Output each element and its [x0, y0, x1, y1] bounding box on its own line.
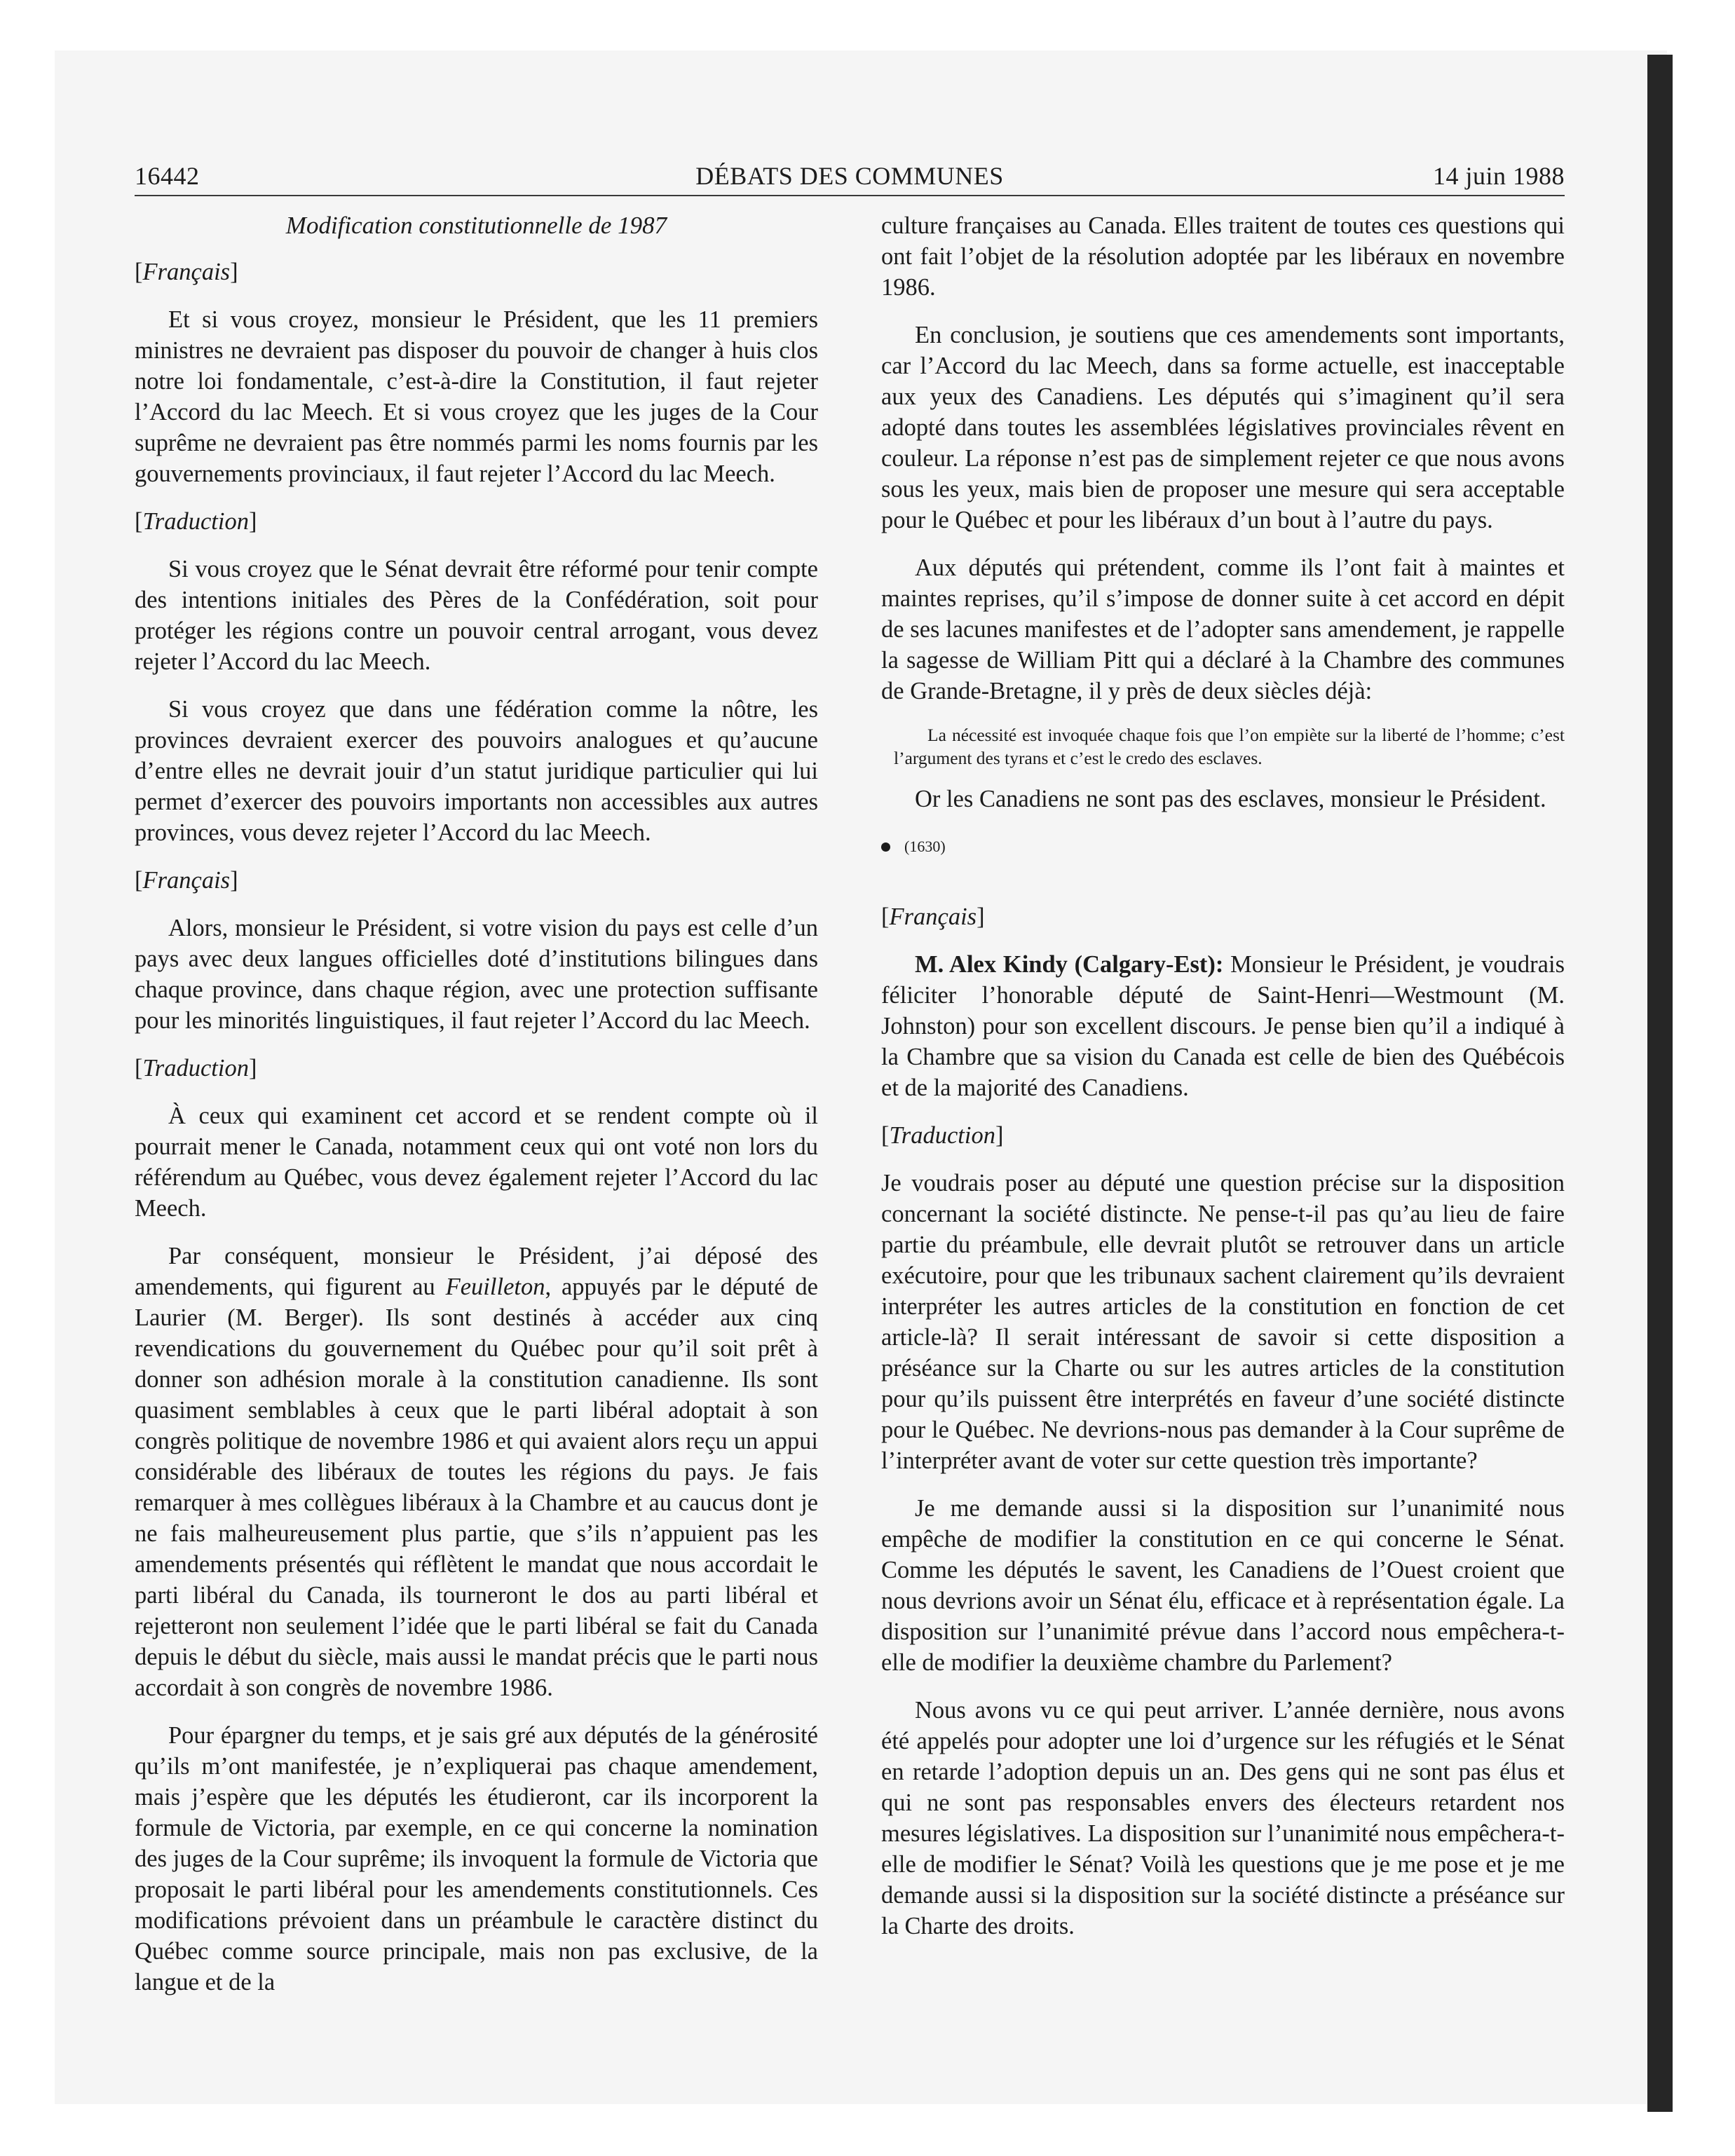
page-header [135, 161, 1565, 203]
page-number: 16442 [135, 162, 200, 190]
paragraph: Or les Canadiens ne sont pas des esclaves, monsieur le Président. [915, 786, 1546, 812]
language-tag: [Traduction] [135, 1055, 257, 1082]
publication-title: DÉBATS DES COMMUNES [695, 162, 1004, 190]
paragraph: Si vous croyez que dans une fédération comme la nôtre, les provinces devraient exercer des pouvoirs analogues et qu’aucune d’entre elles ne devrait jouir d’un statut juridique particulier qui lui permet d’exercer des pouvoirs importants non accessibles aux autres provinces, vous devez rejeter l’Accord du lac Meech. [135, 696, 818, 846]
scan-edge-shadow [1647, 55, 1673, 2112]
paragraph: Je voudrais poser au député une question précise sur la disposition concernant la société distincte. Ne pense-t-il pas qu’au lieu de faire partie du préambule, elle devrait plutôt se retrouver dans un article exécutoire, pour que les tribunaux sachent clairement qu’ils devraient interpréter les autres articles de la constitution en fonction de cet article-là? Il serait intéressant de savoir si cette disposition a préséance sur la Charte ou sur les autres articles de la constitution pour qu’ils puissent être interprétés en faveur d’une société distincte pour le Québec. Ne devrions-nous pas demander à la Cour suprême de l’interpréter avant de voter sur cette question très importante? [881, 1170, 1565, 1474]
paragraph: À ceux qui examinent cet accord et se rendent compte où il pourrait mener le Canada, notamment ceux qui ont voté non lors du référendum au Québec, vous devez également rejeter l’Accord du lac Meech. [135, 1103, 818, 1222]
language-tag: [Français] [135, 867, 238, 894]
paragraph: Aux députés qui prétendent, comme ils l’ont fait à maintes et maintes reprises, qu’il s’impose de donner suite à cet accord en dépit de ses lacunes manifestes et de l’adopter sans amendement, je rappelle la sagesse de William Pitt qui a déclaré à la Chambre des communes de Grande-Bretagne, il y près de deux siècles déjà: [881, 554, 1565, 704]
paragraph-continued: culture françaises au Canada. Elles traitent de toutes ces questions qui ont fait l’objet de la résolution adoptée par les libéraux en novembre 1986. [881, 212, 1565, 301]
paragraph: M. Alex Kindy (Calgary-Est): Monsieur le Président, je voudrais féliciter l’honorable député de Saint-Henri—Westmount (M. Johnston) pour son excellent discours. Je pense bien qu’il a indiqué à la Chambre que sa vision du Canada est celle de bien des Québécois et de la majorité des Canadiens. [881, 951, 1565, 1101]
right-column [881, 210, 1565, 1958]
paragraph: Pour épargner du temps, et je sais gré aux députés de la générosité qu’ils m’ont manifestée, je n’expliquerai pas chaque amendement, mais j’espère que les députés les étudieront, car ils incorporent la formule de Victoria, par exemple, en ce qui concerne la nomination des juges de la Cour suprême; ils invoquent la formule de Victoria que proposait le parti libéral pour les amendements constitutionnels. Ces modifications prévoient dans un préambule le caractère distinct du Québec comme source principale, mais non pas exclusive, de la langue et de la [135, 1722, 818, 1995]
speaker-name: M. Alex Kindy (Calgary-Est): [915, 951, 1224, 978]
section-title: Modification constitutionnelle de 1987 [285, 212, 667, 239]
block-quote: La nécessité est invoquée chaque fois que l’on empiète sur la liberté de l’homme; c’est l’argument des tyrans et c’est le credo des esclaves. [894, 725, 1565, 768]
publication-date: 14 juin 1988 [1432, 162, 1565, 190]
header-rule [135, 195, 1565, 196]
feuilleton-title: Feuilleton [445, 1274, 545, 1300]
bullet-icon [881, 842, 890, 852]
paragraph: Alors, monsieur le Président, si votre vision du pays est celle d’un pays avec deux langues officielles doté d’institutions bilingues dans chaque province, dans chaque région, avec une protection suffisante pour les minorités linguistiques, il faut rejeter l’Accord du lac Meech. [135, 915, 818, 1034]
paragraph: En conclusion, je soutiens que ces amendements sont importants, car l’Accord du lac Meech, dans sa forme actuelle, est inacceptable aux yeux des Canadiens. Les députés qui s’imaginent qu’il sera adopté dans toutes les assemblées législatives provinciales rêvent en couleur. La réponse n’est pas de simplement rejeter ce que nous avons sous les yeux, mais bien de proposer une mesure qui sera acceptable pour le Québec et pour les libéraux d’un bout à l’autre du pays. [881, 322, 1565, 533]
paragraph: Si vous croyez que le Sénat devrait être réformé pour tenir compte des intentions initiales des Pères de la Confédération, soit pour protéger les régions contre un pouvoir central arrogant, vous devez rejeter l’Accord du lac Meech. [135, 556, 818, 675]
left-column [135, 210, 818, 2014]
language-tag: [Français] [881, 903, 985, 930]
time-marker [881, 831, 1565, 862]
paragraph: Nous avons vu ce qui peut arriver. L’année dernière, nous avons été appelés pour adopter une loi d’urgence sur les réfugiés et le Sénat en retarde l’adoption depuis un an. Des gens qui ne sont pas élus et qui ne sont pas responsables envers des électeurs retardent nos mesures législatives. La disposition sur l’unanimité nous empêchera-t-elle de modifier le Sénat? Voilà les questions que je me pose et je me demande aussi si la disposition sur la société distincte a préséance sur la Charte des droits. [881, 1697, 1565, 1939]
paragraph: Et si vous croyez, monsieur le Président, que les 11 premiers ministres ne devraient pas disposer du pouvoir de changer à huis clos notre loi fondamentale, c’est-à-dire la Constitution, il faut rejeter l’Accord du lac Meech. Et si vous croyez que les juges de la Cour suprême ne devraient pas être nommés parmi les noms fournis par les gouvernements provinciaux, il faut rejeter l’Accord du lac Meech. [135, 306, 818, 487]
paragraph: Par conséquent, monsieur le Président, j’ai déposé des amendements, qui figurent au Feuilleton, appuyés par le député de Laurier (M. Berger). Ils sont destinés à accéder aux cinq revendications du gouvernement du Québec pour qu’il soit prêt à donner son adhésion morale à la constitution canadienne. Ils sont quasiment semblables à ceux que le parti libéral adoptait à son congrès politique de novembre 1986 et qui avaient alors reçu un appui considérable des libéraux de toutes les régions du pays. Je fais remarquer à mes collègues libéraux à la Chambre et au caucus dont je ne fais malheureusement plus partie, que s’ils n’appuient pas les amendements présentés qui réflètent le mandat que nous accordait le parti libéral du Canada, ils tourneront le dos au parti libéral et rejetteront non seulement l’idée que le parti libéral se fait du Canada depuis le début du siècle, mais aussi le mandat précis que le parti nous accordait à son congrès de novembre 1986. [135, 1243, 818, 1701]
language-tag: [Français] [135, 259, 238, 285]
time-stamp: (1630) [904, 838, 946, 855]
language-tag: [Traduction] [135, 508, 257, 535]
paragraph: Je me demande aussi si la disposition sur l’unanimité nous empêche de modifier la constitution en ce qui concerne le Sénat. Comme les députés le savent, les Canadiens de l’Ouest croient que nous devrions avoir un Sénat élu, efficace et à représentation égale. La disposition sur l’unanimité prévue dans l’accord nous empêchera-t-elle de modifier la deuxième chambre du Parlement? [881, 1495, 1565, 1676]
language-tag: [Traduction] [881, 1122, 1004, 1149]
